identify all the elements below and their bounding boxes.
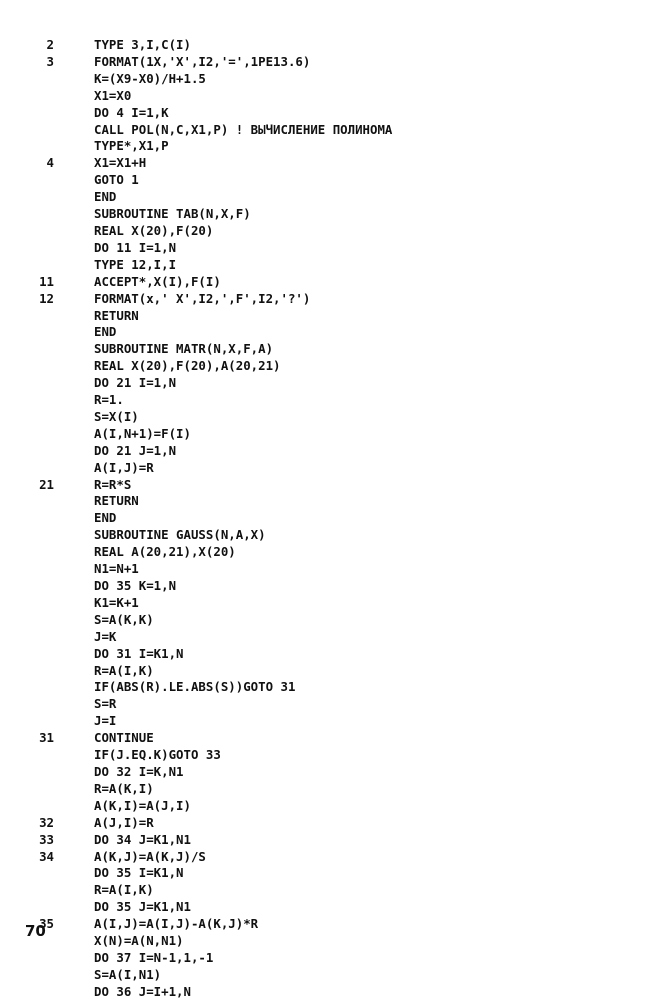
code-line bbox=[34, 392, 392, 409]
code-line bbox=[34, 815, 392, 832]
code-text: GOTO 1 bbox=[94, 172, 139, 188]
code-line bbox=[34, 629, 392, 646]
code-text: SUBROUTINE MATR(N,X,F,A) bbox=[94, 341, 274, 357]
statement-label bbox=[34, 561, 94, 578]
code-text: R=A(I,K) bbox=[94, 882, 154, 898]
statement-label bbox=[34, 882, 94, 899]
code-text: A(I,J)=R bbox=[94, 459, 154, 475]
code-line bbox=[34, 375, 392, 392]
code-line bbox=[34, 781, 392, 798]
statement-label bbox=[34, 595, 94, 612]
code-text: SUBROUTINE GAUSS(N,A,X) bbox=[94, 527, 266, 543]
statement-label: 31 bbox=[39, 730, 54, 746]
code-text: DO 4 I=1,K bbox=[94, 104, 169, 120]
code-text: A(K,I)=A(J,I) bbox=[94, 797, 191, 813]
code-text: A(I,J)=A(I,J)-A(K,J)*R bbox=[94, 916, 259, 932]
code-text: TYPE 12,I,I bbox=[94, 256, 177, 272]
code-line bbox=[34, 460, 392, 477]
code-line bbox=[34, 291, 392, 308]
code-line bbox=[34, 122, 392, 139]
statement-label bbox=[34, 646, 94, 663]
statement-label bbox=[34, 426, 94, 443]
code-text: S=A(I,N1) bbox=[94, 966, 162, 982]
code-line bbox=[34, 882, 392, 899]
code-line bbox=[34, 916, 392, 933]
code-line bbox=[34, 798, 392, 815]
code-line bbox=[34, 155, 392, 172]
code-text: REAL A(20,21),X(20) bbox=[94, 544, 236, 560]
code-text: DO 35 K=1,N bbox=[94, 578, 177, 593]
code-text: FORMAT(x,' X',I2,',F',I2,'?') bbox=[94, 290, 311, 306]
statement-label bbox=[34, 392, 94, 409]
code-text: A(K,J)=A(K,J)/S bbox=[94, 848, 206, 864]
statement-label bbox=[34, 696, 94, 713]
code-line bbox=[34, 933, 392, 950]
statement-label bbox=[34, 324, 94, 341]
page-number: 70 bbox=[25, 922, 46, 940]
statement-label bbox=[34, 409, 94, 426]
statement-label bbox=[34, 713, 94, 730]
statement-label bbox=[34, 189, 94, 206]
code-line bbox=[34, 578, 392, 595]
statement-label: 21 bbox=[39, 476, 54, 492]
statement-label: 2 bbox=[46, 37, 54, 52]
code-text: TYPE 3,I,C(I) bbox=[94, 37, 191, 52]
code-text: S=X(I) bbox=[94, 408, 139, 424]
statement-label bbox=[34, 798, 94, 815]
statement-label bbox=[34, 984, 94, 1001]
code-text: DO 32 I=K,N1 bbox=[94, 763, 184, 779]
code-text: END bbox=[94, 324, 117, 340]
code-line bbox=[34, 713, 392, 730]
code-text: CONTINUE bbox=[94, 730, 154, 746]
code-text: DO 34 J=K1,N1 bbox=[94, 831, 191, 847]
statement-label bbox=[34, 443, 94, 460]
code-line bbox=[34, 223, 392, 240]
code-text: SUBROUTINE TAB(N,X,F) bbox=[94, 206, 251, 222]
statement-label bbox=[34, 308, 94, 325]
statement-label: 34 bbox=[39, 848, 54, 864]
code-text: ACCEPT*,X(I),F(I) bbox=[94, 273, 221, 289]
code-text: X(N)=A(N,N1) bbox=[94, 933, 184, 949]
code-line bbox=[34, 240, 392, 257]
statement-label bbox=[34, 950, 94, 967]
code-text: RETURN bbox=[94, 493, 139, 509]
code-line bbox=[34, 138, 392, 155]
statement-label bbox=[34, 341, 94, 358]
code-line bbox=[34, 71, 392, 88]
code-line bbox=[34, 257, 392, 274]
code-line bbox=[34, 730, 392, 747]
statement-label bbox=[34, 122, 94, 139]
statement-label bbox=[34, 629, 94, 646]
code-text: END bbox=[94, 510, 117, 526]
statement-label: 32 bbox=[39, 814, 54, 830]
code-line bbox=[34, 561, 392, 578]
statement-label: 35 bbox=[39, 916, 54, 932]
code-line bbox=[34, 443, 392, 460]
statement-label bbox=[34, 764, 94, 781]
code-text: END bbox=[94, 189, 117, 205]
code-text: DO 37 I=N-1,1,-1 bbox=[94, 949, 214, 965]
code-text: RETURN bbox=[94, 307, 139, 323]
code-text: DO 11 I=1,N bbox=[94, 239, 177, 255]
statement-label bbox=[34, 71, 94, 88]
statement-label: 11 bbox=[39, 273, 54, 289]
statement-label bbox=[34, 865, 94, 882]
code-line bbox=[34, 54, 392, 71]
code-line bbox=[34, 105, 392, 122]
statement-label: 12 bbox=[39, 290, 54, 306]
statement-label bbox=[34, 493, 94, 510]
code-text: J=K bbox=[94, 628, 117, 644]
code-text: IF(J.EQ.K)GOTO 33 bbox=[94, 747, 221, 763]
code-text: R=R*S bbox=[94, 476, 132, 492]
code-line bbox=[34, 274, 392, 291]
code-line bbox=[34, 663, 392, 680]
statement-label bbox=[34, 747, 94, 764]
statement-label bbox=[34, 88, 94, 105]
code-text: A(J,I)=R bbox=[94, 814, 154, 830]
statement-label: 33 bbox=[39, 831, 54, 847]
statement-label bbox=[34, 206, 94, 223]
statement-label: 3 bbox=[46, 53, 54, 69]
code-line bbox=[34, 358, 392, 375]
statement-label bbox=[34, 358, 94, 375]
statement-label bbox=[34, 967, 94, 984]
code-line bbox=[34, 865, 392, 882]
code-line bbox=[34, 409, 392, 426]
code-text: DO 36 J=I+1,N bbox=[94, 983, 191, 999]
code-text: N1=N+1 bbox=[94, 561, 139, 577]
code-line bbox=[34, 189, 392, 206]
statement-label bbox=[34, 781, 94, 798]
code-text: TYPE*,X1,P bbox=[94, 138, 169, 154]
code-line bbox=[34, 341, 392, 358]
code-line bbox=[34, 764, 392, 781]
statement-label bbox=[34, 223, 94, 240]
code-line bbox=[34, 527, 392, 544]
code-line bbox=[34, 544, 392, 561]
code-line bbox=[34, 37, 392, 54]
statement-label bbox=[34, 527, 94, 544]
code-text: A(I,N+1)=F(I) bbox=[94, 425, 191, 441]
statement-label: 4 bbox=[46, 155, 54, 171]
code-text: DO 21 I=1,N bbox=[94, 375, 177, 391]
code-text: REAL X(20),F(20),A(20,21) bbox=[94, 358, 281, 374]
code-line bbox=[34, 646, 392, 663]
statement-label bbox=[34, 510, 94, 527]
statement-label bbox=[34, 899, 94, 916]
statement-label bbox=[34, 105, 94, 122]
code-text: DO 21 J=1,N bbox=[94, 442, 177, 458]
code-line bbox=[34, 899, 392, 916]
statement-label bbox=[34, 172, 94, 189]
code-line bbox=[34, 696, 392, 713]
statement-label bbox=[34, 663, 94, 680]
statement-label bbox=[34, 612, 94, 629]
code-line bbox=[34, 612, 392, 629]
code-line bbox=[34, 510, 392, 527]
code-line bbox=[34, 88, 392, 105]
code-text: IF(ABS(R).LE.ABS(S))GOTO 31 bbox=[94, 679, 296, 695]
statement-label bbox=[34, 240, 94, 257]
code-text: X1=X1+H bbox=[94, 155, 147, 171]
code-line bbox=[34, 950, 392, 967]
statement-label bbox=[34, 544, 94, 561]
code-text: K=(X9-X0)/H+1.5 bbox=[94, 70, 206, 86]
code-line bbox=[34, 984, 392, 1001]
code-line bbox=[34, 493, 392, 510]
code-text: J=I bbox=[94, 713, 117, 729]
statement-label bbox=[34, 679, 94, 696]
statement-label bbox=[34, 138, 94, 155]
code-text: REAL X(20),F(20) bbox=[94, 222, 214, 238]
code-line bbox=[34, 426, 392, 443]
code-line bbox=[34, 477, 392, 494]
code-text: FORMAT(1X,'X',I2,'=',1PE13.6) bbox=[94, 53, 311, 69]
statement-label bbox=[34, 460, 94, 477]
code-line bbox=[34, 595, 392, 612]
code-text: S=A(K,K) bbox=[94, 611, 154, 627]
code-line bbox=[34, 832, 392, 849]
code-line bbox=[34, 324, 392, 341]
code-text: K1=K+1 bbox=[94, 594, 139, 610]
code-text: DO 35 I=K1,N bbox=[94, 865, 184, 881]
code-listing bbox=[34, 37, 392, 1001]
code-text: R=A(I,K) bbox=[94, 662, 154, 678]
code-line bbox=[34, 308, 392, 325]
code-text: X1=X0 bbox=[94, 87, 132, 103]
code-line bbox=[34, 679, 392, 696]
code-text: R=1. bbox=[94, 392, 124, 408]
code-text: DO 35 J=K1,N1 bbox=[94, 899, 191, 915]
code-line bbox=[34, 206, 392, 223]
code-line bbox=[34, 172, 392, 189]
code-text: CALL POL(N,C,X1,P) ! ВЫЧИСЛЕНИЕ ПОЛИНОМА bbox=[94, 121, 393, 137]
code-line bbox=[34, 849, 392, 866]
statement-label bbox=[34, 578, 94, 595]
code-text: DO 31 I=K1,N bbox=[94, 645, 184, 661]
statement-label bbox=[34, 375, 94, 392]
code-line bbox=[34, 967, 392, 984]
code-line bbox=[34, 747, 392, 764]
statement-label bbox=[34, 257, 94, 274]
code-text: S=R bbox=[94, 696, 117, 712]
code-text: R=A(K,I) bbox=[94, 780, 154, 796]
